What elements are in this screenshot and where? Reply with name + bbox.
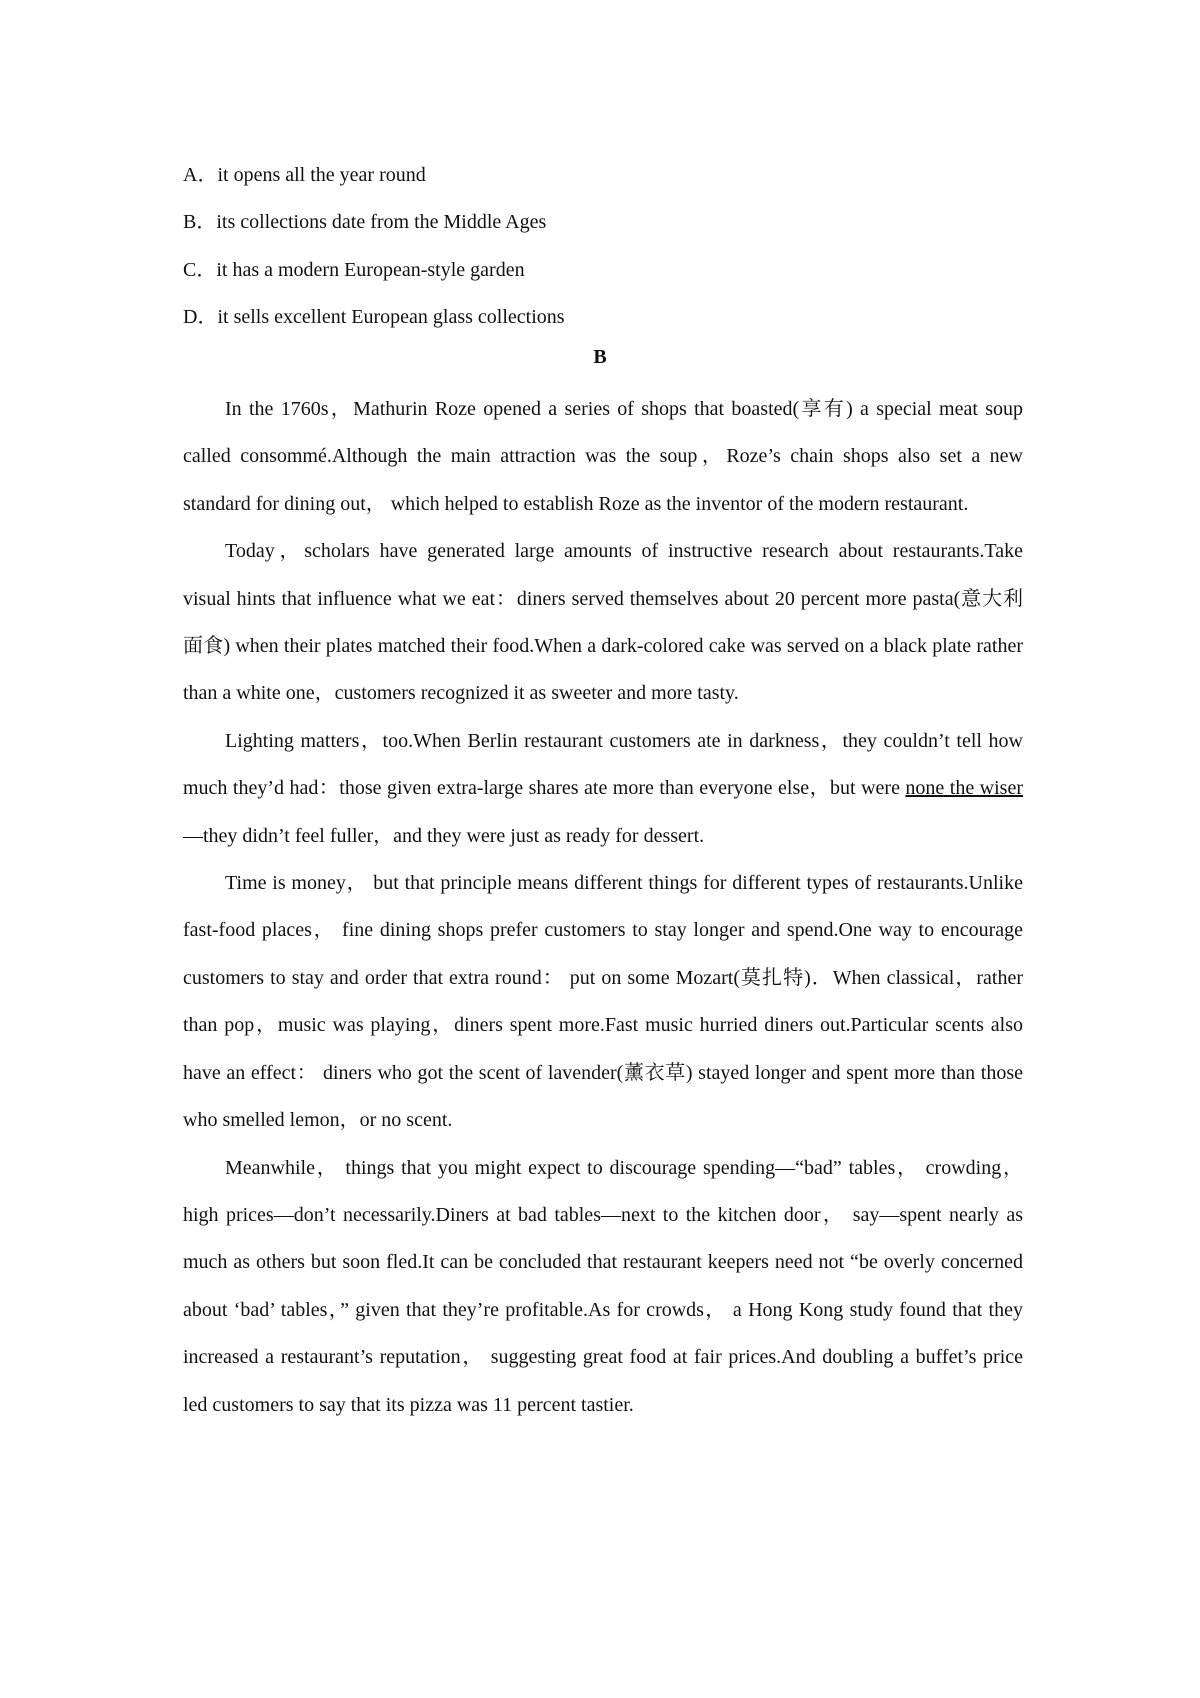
option-text: it sells excellent European glass collections [217,306,565,329]
option-letter: C． [183,258,217,281]
paragraph-3-text-before: Lighting matters，too.When Berlin restaurant customers ate in darkness，they couldn’t tell how much they’d had：those given extra-large shares ate more than everyone else，but were [183,729,1023,800]
paragraph-3 [183,718,1023,860]
reading-passage [183,386,1023,1429]
option-text: it has a modern European-style garden [216,258,525,281]
section-title: B [593,346,607,368]
paragraph-2: Today，scholars have generated large amounts of instructive research about restaurants.Take visual hints that influence what we eat：diners served themselves about 20 percent more pasta(意大利面食) when their plates matched their food.When a dark-colored cake was served on a black plate rather than a white one，customers recognized it as sweeter and more tasty. [183,540,1023,705]
option-b [183,199,1023,246]
paragraph-3-text-after: —they didn’t feel fuller，and they were just as ready for dessert. [183,824,705,847]
option-letter: A． [183,164,218,186]
answer-options [183,152,1023,342]
option-d [183,294,1023,341]
option-text: its collections date from the Middle Ages [216,211,547,234]
paragraph-5: Meanwhile， things that you might expect to discourage spending—“bad” tables， crowding， high prices—don’t necessarily.Diners at bad tables—next to the kitchen door， say—spent nearly as much as others but soon fled.It can be concluded that restaurant keepers need not “be overly concerned about ‘bad’ tables，” given that they’re profitable.As for crowds， a Hong Kong study found that they increased a restaurant’s reputation， suggesting great food at fair prices.And doubling a buffet’s price led customers to say that its pizza was 11 percent tastier. [183,1156,1023,1416]
option-text: it opens all the year round [217,164,426,186]
option-letter: B． [183,211,217,234]
underlined-phrase: none the wiser [905,777,1023,800]
option-letter: D． [183,306,218,329]
paragraph-4: Time is money， but that principle means different things for different types of restaurants.Unlike fast-food places， fine dining shops prefer customers to stay longer and spend.One way to encourage customers to stay and order that extra round： put on some Mozart(莫扎特)．When classical，rather than pop，music was playing，diners spent more.Fast music hurried diners out.Particular scents also have an effect： diners who got the scent of lavender(薰衣草) stayed longer and spent more than those who smelled lemon，or no scent. [183,872,1023,1132]
option-c [183,247,1023,294]
option-a [183,152,1023,199]
paragraph-1: In the 1760s，Mathurin Roze opened a series of shops that boasted(享有) a special meat soup called consommé.Although the main attraction was the soup，Roze’s chain shops also set a new standard for dining out， which helped to establish Roze as the inventor of the modern restaurant. [183,398,1023,515]
